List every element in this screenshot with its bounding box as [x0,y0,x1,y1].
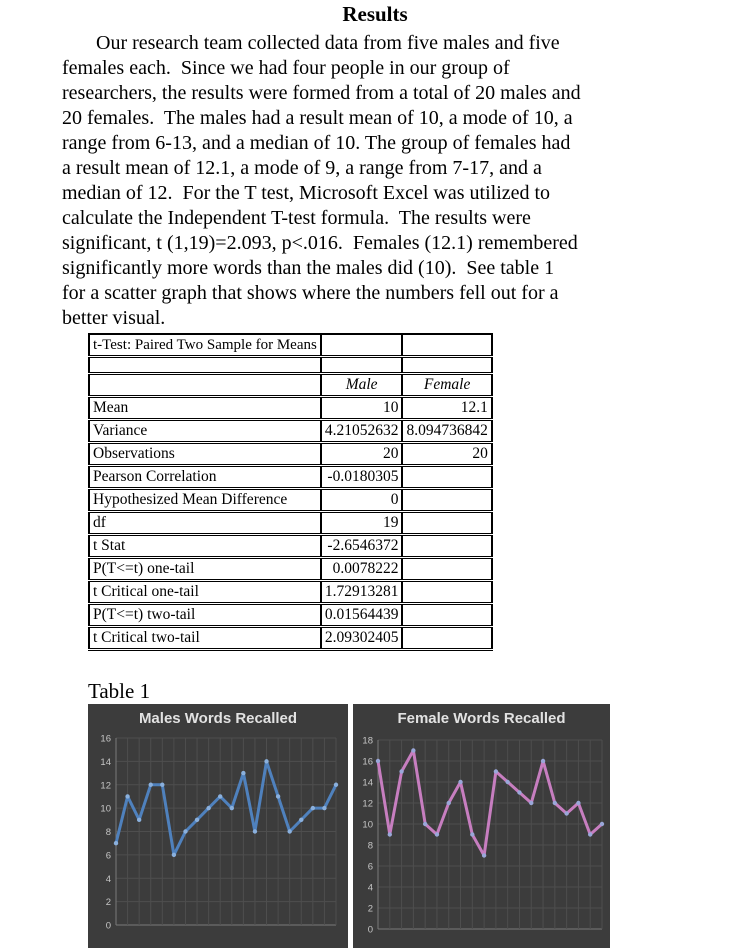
data-point-marker [388,832,392,836]
data-point-marker [517,790,521,794]
data-point-marker [334,783,338,787]
data-point-marker [541,759,545,763]
data-point-marker [447,801,451,805]
data-point-marker [470,832,474,836]
male-value-cell: 4.21052632 [321,420,403,443]
data-point-marker [423,822,427,826]
table-row [89,627,492,650]
male-value-cell: -2.6546372 [321,535,403,558]
paragraph-line: calculate the Independent T-test formula. The results were [62,207,531,229]
paragraph-line: significantly more words than the males did (10). See table 1 [62,257,555,279]
data-point-marker [322,806,326,810]
data-point-marker [494,769,498,773]
header-row [89,374,492,397]
y-axis-label: 0 [105,920,111,932]
y-axis-label: 10 [362,819,373,831]
y-axis-label: 10 [100,803,111,815]
table-caption: Table 1 [88,679,151,703]
data-point-marker [600,822,604,826]
male-value-cell: 0.01564439 [321,604,403,627]
data-point-marker [576,801,580,805]
table-row [89,604,492,627]
y-axis-label: 16 [362,756,373,768]
empty-cell [321,334,403,357]
data-point-marker [172,853,176,857]
y-axis-label: 16 [100,733,111,745]
table-row [89,558,492,581]
empty-cell [402,357,491,374]
row-label-cell: Pearson Correlation [89,466,321,489]
gridlines [116,738,336,925]
data-point-marker [435,832,439,836]
paragraph-line: researchers, the results were formed from a total of 20 males and [62,82,581,104]
data-point-marker [114,841,118,845]
y-axis-label: 2 [105,897,111,909]
empty-cell [89,357,321,374]
table-row [89,443,492,466]
data-point-marker [287,829,291,833]
data-point-marker [564,811,568,815]
page-title: Results [342,2,408,26]
empty-cell [402,334,491,357]
male-value-cell: 0 [321,489,403,512]
row-label-cell: t Critical two-tail [89,627,321,650]
y-axis-label: 8 [105,827,111,838]
row-label-cell: Hypothesized Mean Difference [89,489,321,512]
female-value-cell: 8.094736842 [402,420,491,443]
gridlines [378,740,602,929]
paragraph-line: for a scatter graph that shows where the numbers fell out for a [62,282,559,304]
paragraph-line: better visual. [62,307,166,329]
data-point-marker [206,806,210,810]
male-value-cell: 10 [321,397,403,420]
table-row [89,489,492,512]
data-point-marker [399,769,403,773]
ttest-table [88,333,493,651]
males-chart-title: Males Words Recalled [138,710,298,727]
row-label-cell: Observations [89,443,321,466]
female-value-cell [402,581,491,604]
y-axis-label: 4 [105,873,111,885]
females-chart-title: Female Words Recalled [397,710,566,727]
males-chart-svg [88,704,348,948]
y-axis-label: 12 [362,798,373,810]
female-value-cell [402,558,491,581]
table-title-row [89,334,492,357]
males-chart-panel [88,704,348,948]
data-point-marker [411,748,415,752]
data-point-marker [195,818,199,822]
female-header-cell: Female [402,374,491,397]
row-label-cell: Variance [89,420,321,443]
y-axis-label: 0 [367,924,373,936]
data-point-marker [588,832,592,836]
male-value-cell: 19 [321,512,403,535]
data-point-marker [505,780,509,784]
data-point-marker [125,794,129,798]
results-paragraph [62,31,702,331]
females-chart-svg [353,704,610,948]
female-value-cell: 12.1 [402,397,491,420]
empty-cell [89,374,321,397]
row-label-cell: P(T<=t) one-tail [89,558,321,581]
female-value-cell [402,604,491,627]
female-value-cell [402,489,491,512]
data-point-marker [376,759,380,763]
table-row [89,397,492,420]
paragraph-line: Our research team collected data from five males and five [96,32,560,54]
male-value-cell: 20 [321,443,403,466]
y-axis-label: 12 [100,780,111,792]
y-axis-label: 14 [362,777,373,789]
y-axis-label: 2 [367,903,373,915]
spacer-row [89,357,492,374]
paragraph-line: range from 6-13, and a median of 10. The group of females had [62,132,571,154]
data-point-marker [160,783,164,787]
y-axis-label: 8 [367,840,373,852]
female-value-cell [402,512,491,535]
male-value-cell: 1.72913281 [321,581,403,604]
paragraph-line: a result mean of 12.1, a mode of 9, a range from 7-17, and a [62,157,542,179]
female-value-cell [402,466,491,489]
paragraph-line: 20 females. The males had a result mean of 10, a mode of 10, a [62,107,573,129]
data-point-marker [529,801,533,805]
data-point-marker [458,780,462,784]
ttest-title-cell: t-Test: Paired Two Sample for Means [89,334,321,357]
data-point-marker [311,806,315,810]
data-point-marker [253,829,257,833]
table-row [89,581,492,604]
male-value-cell: 2.09302405 [321,627,403,650]
row-label-cell: Mean [89,397,321,420]
female-value-cell: 20 [402,443,491,466]
female-value-cell [402,627,491,650]
data-point-marker [264,759,268,763]
y-axis-label: 4 [367,882,373,894]
male-header-cell: Male [321,374,403,397]
females-chart-panel [353,704,610,948]
table-row [89,420,492,443]
male-value-cell: -0.0180305 [321,466,403,489]
table-row [89,466,492,489]
paragraph-line: median of 12. For the T test, Microsoft Excel was utilized to [62,182,551,204]
data-point-marker [183,829,187,833]
paragraph-line: significant, t (1,19)=2.093, p<.016. Females (12.1) remembered [62,232,578,254]
data-point-marker [241,771,245,775]
female-value-cell [402,535,491,558]
table-row [89,535,492,558]
data-point-marker [218,794,222,798]
male-value-cell: 0.0078222 [321,558,403,581]
data-point-marker [299,818,303,822]
empty-cell [321,357,403,374]
row-label-cell: df [89,512,321,535]
data-point-marker [137,818,141,822]
paragraph-line: females each. Since we had four people in our group of [62,57,510,79]
data-point-marker [230,806,234,810]
y-axis-label: 6 [105,850,111,862]
y-axis-label: 14 [100,756,111,768]
table-row [89,512,492,535]
data-point-marker [276,794,280,798]
row-label-cell: t Stat [89,535,321,558]
data-point-marker [149,783,153,787]
y-axis-label: 18 [362,735,373,747]
row-label-cell: t Critical one-tail [89,581,321,604]
y-axis-label: 6 [367,861,373,873]
data-point-marker [482,853,486,857]
row-label-cell: P(T<=t) two-tail [89,604,321,627]
data-point-marker [553,801,557,805]
